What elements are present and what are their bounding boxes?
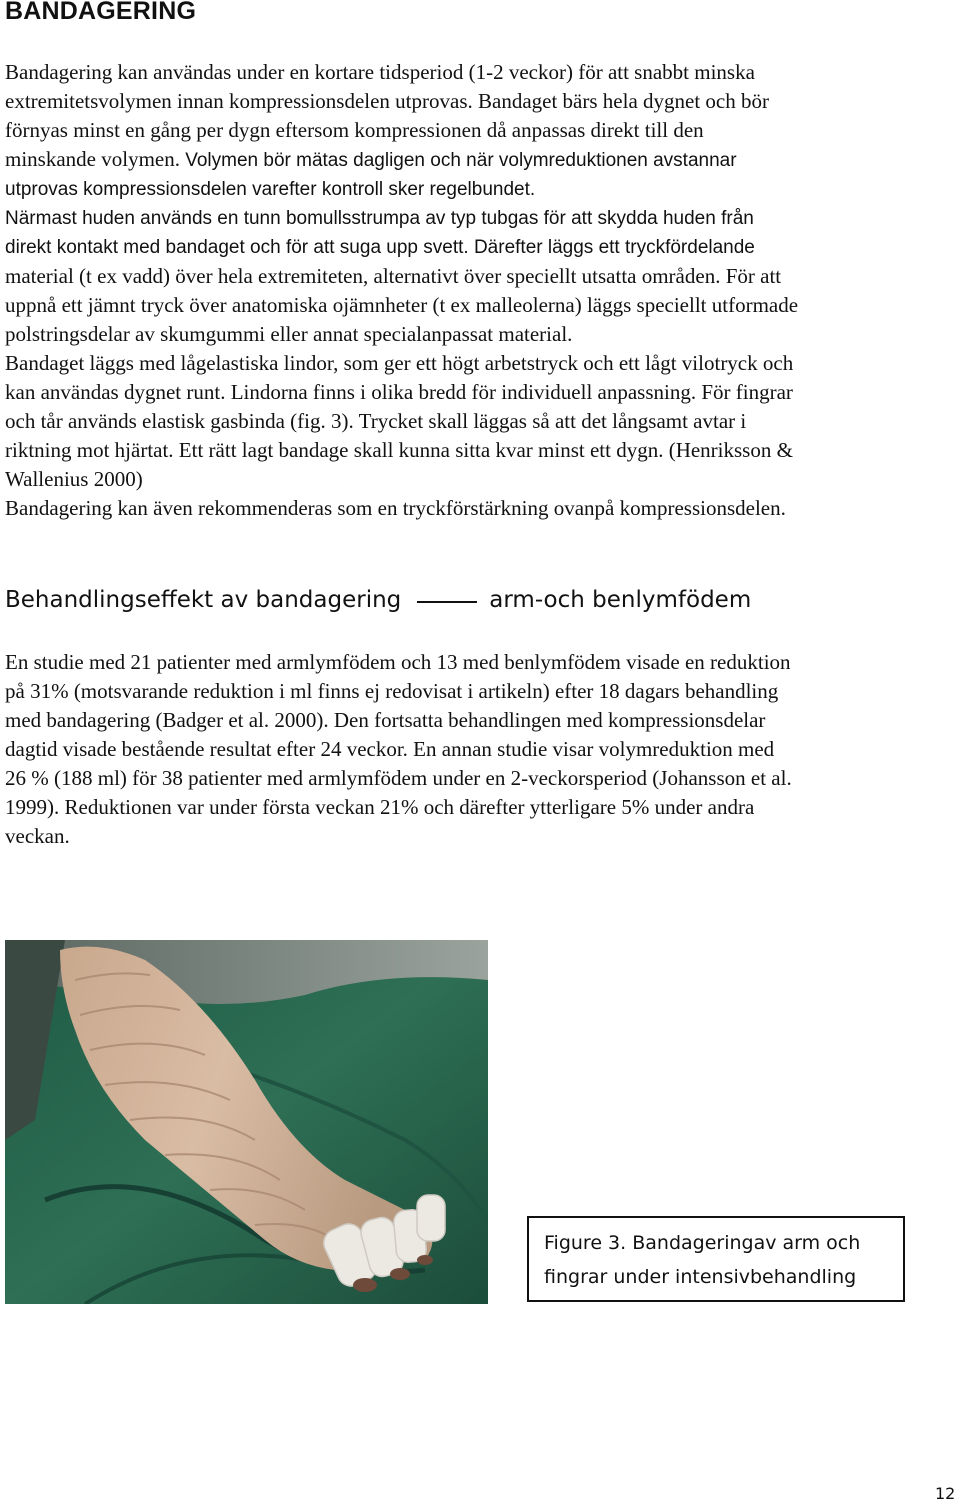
body-line: 1999). Reduktionen var under första veckan 21% och därefter ytterligare 5% under andra	[5, 795, 755, 819]
page-number: 12	[935, 1484, 956, 1503]
title-underline-gap	[417, 599, 477, 603]
body-line: veckan.	[5, 824, 70, 848]
body-line: kan användas dygnet runt. Lindorna finns i olika bredd för individuell anpassning. För fingrar	[5, 380, 793, 404]
body-line: dagtid visade bestående resultat efter 24 veckor. En annan studie visar volymreduktion med	[5, 737, 775, 761]
body-line: förnyas minst en gång per dygn eftersom kompressionen då anpassas direkt till den	[5, 118, 704, 142]
body-line: material (t ex vadd) över hela extremiteten, alternativt över speciellt utsatta områden. För att	[5, 264, 782, 288]
caption-line: fingrar under intensivbehandling	[544, 1266, 857, 1288]
body-line: direkt kontakt med bandaget och för att suga upp svett. Därefter läggs ett tryckfördelande	[5, 237, 755, 258]
subsection-body	[5, 648, 792, 851]
body-line: Närmast huden används en tunn bomullsstrumpa av typ tubgas för att skydda huden från	[5, 208, 754, 229]
body-line: Bandaget läggs med lågelastiska lindor, som ger ett högt arbetstryck och ett lågt vilotryck och	[5, 351, 794, 375]
body-line: utprovas kompressionsdelen varefter kontroll sker regelbundet.	[5, 179, 536, 200]
body-line: riktning mot hjärtat. Ett rätt lagt bandage skall kunna sitta kvar minst ett dygn. (Henriksson &	[5, 438, 793, 462]
subsection-title-right: arm-och benlymfödem	[489, 587, 752, 613]
bandaged-arm-photo	[5, 940, 488, 1304]
body-line: extremitetsvolymen innan kompressionsdelen utprovas. Bandaget bärs hela dygnet och bör	[5, 89, 769, 113]
body-line: Bandagering kan även rekommenderas som en tryckförstärkning ovanpå kompressionsdelen.	[5, 496, 786, 520]
subsection-title-left: Behandlingseffekt av bandagering	[5, 587, 402, 613]
body-line: Bandagering kan användas under en kortare tidsperiod (1-2 veckor) för att snabbt minska	[5, 60, 755, 84]
section-body	[5, 58, 960, 523]
body-line: En studie med 21 patienter med armlymfödem och 13 med benlymfödem visade en reduktion	[5, 650, 791, 674]
body-line: polstringsdelar av skumgummi eller annat specialanpassat material.	[5, 322, 573, 346]
body-line: med bandagering (Badger et al. 2000). Den fortsatta behandlingen med kompressionsdelar	[5, 708, 766, 732]
caption-line: Figure 3. Bandageringav arm och	[544, 1232, 861, 1254]
subsection-title	[5, 583, 751, 617]
body-line: uppnå ett jämnt tryck över anatomiska ojämnheter (t ex malleolerna) läggs speciellt utformade	[5, 293, 799, 317]
body-line: minskande volymen. Volymen bör mätas dagligen och när volymreduktionen avstannar	[5, 147, 737, 171]
body-line: Wallenius 2000)	[5, 467, 143, 491]
section-title: BANDAGERING	[5, 0, 197, 25]
body-line: på 31% (motsvarande reduktion i ml finns ej redovisat i artikeln) efter 18 dagars behandling	[5, 679, 779, 703]
body-line: 26 % (188 ml) för 38 patienter med armlymfödem under en 2-veckorsperiod (Johansson et al.	[5, 766, 792, 790]
figure-caption	[527, 1216, 905, 1302]
body-line: och tår används elastisk gasbinda (fig. 3). Trycket skall läggas så att det långsamt avtar i	[5, 409, 747, 433]
